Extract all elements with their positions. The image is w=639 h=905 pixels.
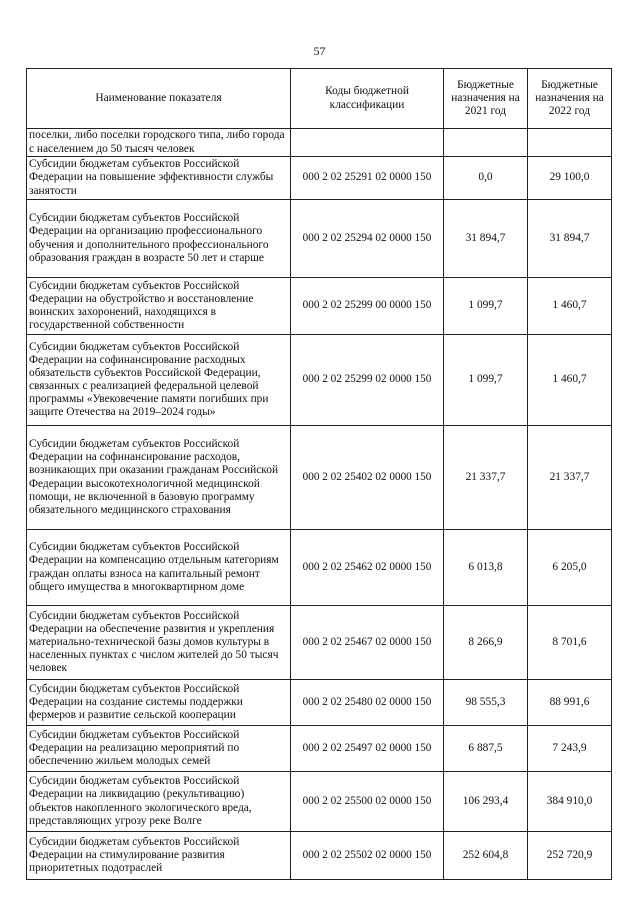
row-name: Субсидии бюджетам субъектов Российской Федерации на компенсацию отдельным категориям граждан оплаты взноса на капитальный ремонт общего имущества в многоквартирном доме — [27, 530, 291, 606]
row-2022: 252 720,9 — [528, 832, 612, 880]
row-2021: 252 604,8 — [444, 832, 528, 880]
row-code: 000 2 02 25299 00 0000 150 — [291, 278, 444, 335]
table-row — [27, 426, 612, 530]
row-name: Субсидии бюджетам субъектов Российской Федерации на создание системы поддержки фермеров и развитие сельской кооперации — [27, 680, 291, 726]
table-row — [27, 606, 612, 680]
row-code: 000 2 02 25402 02 0000 150 — [291, 426, 444, 530]
row-2021: 106 293,4 — [444, 772, 528, 832]
table-row — [27, 129, 612, 157]
table-row — [27, 530, 612, 606]
header-name: Наименование показателя — [27, 69, 291, 129]
row-2022: 8 701,6 — [528, 606, 612, 680]
row-2022: 21 337,7 — [528, 426, 612, 530]
row-code — [291, 129, 444, 157]
row-code: 000 2 02 25500 02 0000 150 — [291, 772, 444, 832]
table-row — [27, 832, 612, 880]
row-2022: 384 910,0 — [528, 772, 612, 832]
row-name: Субсидии бюджетам субъектов Российской Федерации на софинансирование расходов, возникающих при оказании гражданам Российской Федерации высокотехнологичной медицинской помощи, не включенной в базовую программу обязательного медицинского страхования — [27, 426, 291, 530]
table-row — [27, 680, 612, 726]
row-2021: 98 555,3 — [444, 680, 528, 726]
row-code: 000 2 02 25502 02 0000 150 — [291, 832, 444, 880]
table-row — [27, 157, 612, 200]
row-2022: 6 205,0 — [528, 530, 612, 606]
header-budget-2022: Бюджетные назначения на 2022 год — [528, 69, 612, 129]
row-code: 000 2 02 25299 02 0000 150 — [291, 335, 444, 426]
page-number: 57 — [313, 44, 326, 58]
row-code: 000 2 02 25497 02 0000 150 — [291, 726, 444, 772]
row-name: Субсидии бюджетам субъектов Российской Федерации на софинансирование расходных обязательств субъектов Российской Федерации, связанных с реализацией федеральной целевой программы «Увековечение памяти погибших при защите Отечества на 2019–2024 годы» — [27, 335, 291, 426]
table-row — [27, 278, 612, 335]
row-name: Субсидии бюджетам субъектов Российской Федерации на обеспечение развития и укрепления материально-технической базы домов культуры в населенных пунктах с числом жителей до 50 тысяч человек — [27, 606, 291, 680]
row-2022: 1 460,7 — [528, 278, 612, 335]
budget-table — [26, 68, 612, 880]
row-2021: 1 099,7 — [444, 278, 528, 335]
row-2022: 1 460,7 — [528, 335, 612, 426]
row-2022 — [528, 129, 612, 157]
row-code: 000 2 02 25462 02 0000 150 — [291, 530, 444, 606]
row-name: Субсидии бюджетам субъектов Российской Федерации на обустройство и восстановление воинских захоронений, находящихся в государственной собственности — [27, 278, 291, 335]
table-row — [27, 772, 612, 832]
row-2021: 6 887,5 — [444, 726, 528, 772]
row-code: 000 2 02 25480 02 0000 150 — [291, 680, 444, 726]
row-2021: 0,0 — [444, 157, 528, 200]
row-2022: 29 100,0 — [528, 157, 612, 200]
row-2021: 6 013,8 — [444, 530, 528, 606]
table-header-row — [27, 69, 612, 129]
table-row — [27, 335, 612, 426]
table-row — [27, 200, 612, 278]
row-2022: 7 243,9 — [528, 726, 612, 772]
table-row — [27, 726, 612, 772]
row-name: Субсидии бюджетам субъектов Российской Федерации на организацию профессионального обучения и дополнительного профессионального образования граждан в возрасте 50 лет и старше — [27, 200, 291, 278]
row-2022: 88 991,6 — [528, 680, 612, 726]
row-2021: 21 337,7 — [444, 426, 528, 530]
row-2022: 31 894,7 — [528, 200, 612, 278]
row-name: Субсидии бюджетам субъектов Российской Федерации на ликвидацию (рекультивацию) объектов накопленного экологического вреда, представляющих угрозу реке Волге — [27, 772, 291, 832]
row-2021: 1 099,7 — [444, 335, 528, 426]
row-name: Субсидии бюджетам субъектов Российской Федерации на реализацию мероприятий по обеспечению жильем молодых семей — [27, 726, 291, 772]
row-code: 000 2 02 25467 02 0000 150 — [291, 606, 444, 680]
header-codes: Коды бюджетной классификации — [291, 69, 444, 129]
row-2021 — [444, 129, 528, 157]
row-name: Субсидии бюджетам субъектов Российской Федерации на повышение эффективности службы занятости — [27, 157, 291, 200]
row-2021: 31 894,7 — [444, 200, 528, 278]
row-code: 000 2 02 25294 02 0000 150 — [291, 200, 444, 278]
row-name: Субсидии бюджетам субъектов Российской Федерации на стимулирование развития приоритетных подотраслей — [27, 832, 291, 880]
header-budget-2021: Бюджетные назначения на 2021 год — [444, 69, 528, 129]
row-2021: 8 266,9 — [444, 606, 528, 680]
row-name: поселки, либо поселки городского типа, либо города с населением до 50 тысяч человек — [27, 129, 291, 157]
row-code: 000 2 02 25291 02 0000 150 — [291, 157, 444, 200]
